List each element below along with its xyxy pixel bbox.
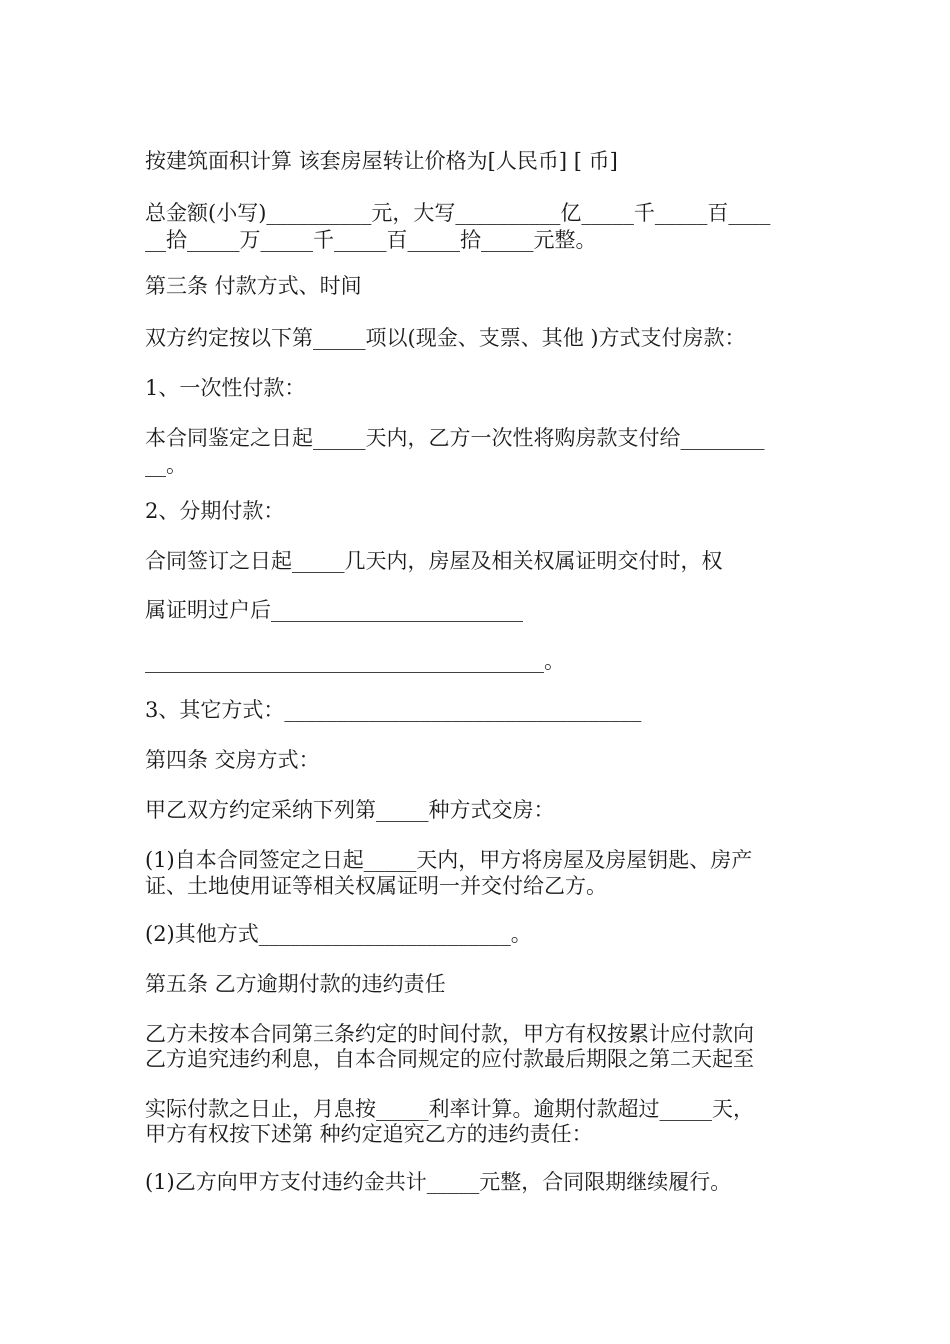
text-line: 本合同鉴定之日起_____天内，乙方一次性将购房款支付给________ (145, 426, 765, 450)
section-heading: 第四条 交房方式： (145, 748, 320, 772)
text-line: 3、其它方式：__________________________________ (145, 698, 642, 722)
text-line: 总金额(小写)__________元，大写__________亿_____千_____百____ (145, 201, 771, 225)
text-line: 属证明过户后________________________ (145, 598, 523, 622)
text-line: __拾_____万_____千_____百_____拾_____元整。 (145, 228, 597, 252)
text-line: (1)自本合同签定之日起_____天内，甲方将房屋及房屋钥匙、房产 (145, 848, 753, 872)
text-line: 合同签订之日起_____几天内，房屋及相关权属证明交付时，权 (145, 549, 723, 573)
section-heading: 第五条 乙方逾期付款的违约责任 (145, 972, 446, 996)
text-line: 双方约定按以下第_____项以(现金、支票、其他 )方式支付房款： (145, 326, 746, 350)
text-line: 乙方未按本合同第三条约定的时间付款，甲方有权按累计应付款向 (145, 1022, 754, 1046)
text-line: 2、分期付款： (145, 499, 285, 523)
text-line: 证、土地使用证等相关权属证明一并交付给乙方。 (145, 874, 607, 898)
section-heading: 第三条 付款方式、时间 (145, 274, 362, 298)
text-line: (1)乙方向甲方支付违约金共计_____元整，合同限期继续履行。 (145, 1170, 732, 1194)
text-line: 甲方有权按下述第 种约定追究乙方的违约责任： (145, 1122, 593, 1146)
text-line: 按建筑面积计算 该套房屋转让价格为[人民币] [ 币] (145, 149, 618, 173)
text-line: 甲乙双方约定采纳下列第_____种方式交房： (145, 798, 555, 822)
text-line: 乙方追究违约利息，自本合同规定的应付款最后期限之第二天起至 (145, 1047, 754, 1071)
text-line: 1、一次性付款： (145, 376, 306, 400)
text-line: __。 (145, 453, 187, 477)
text-line: 实际付款之日止，月息按_____利率计算。逾期付款超过_____天， (145, 1097, 754, 1121)
text-line: ______________________________________。 (145, 649, 565, 673)
text-line: (2)其他方式________________________。 (145, 922, 532, 946)
